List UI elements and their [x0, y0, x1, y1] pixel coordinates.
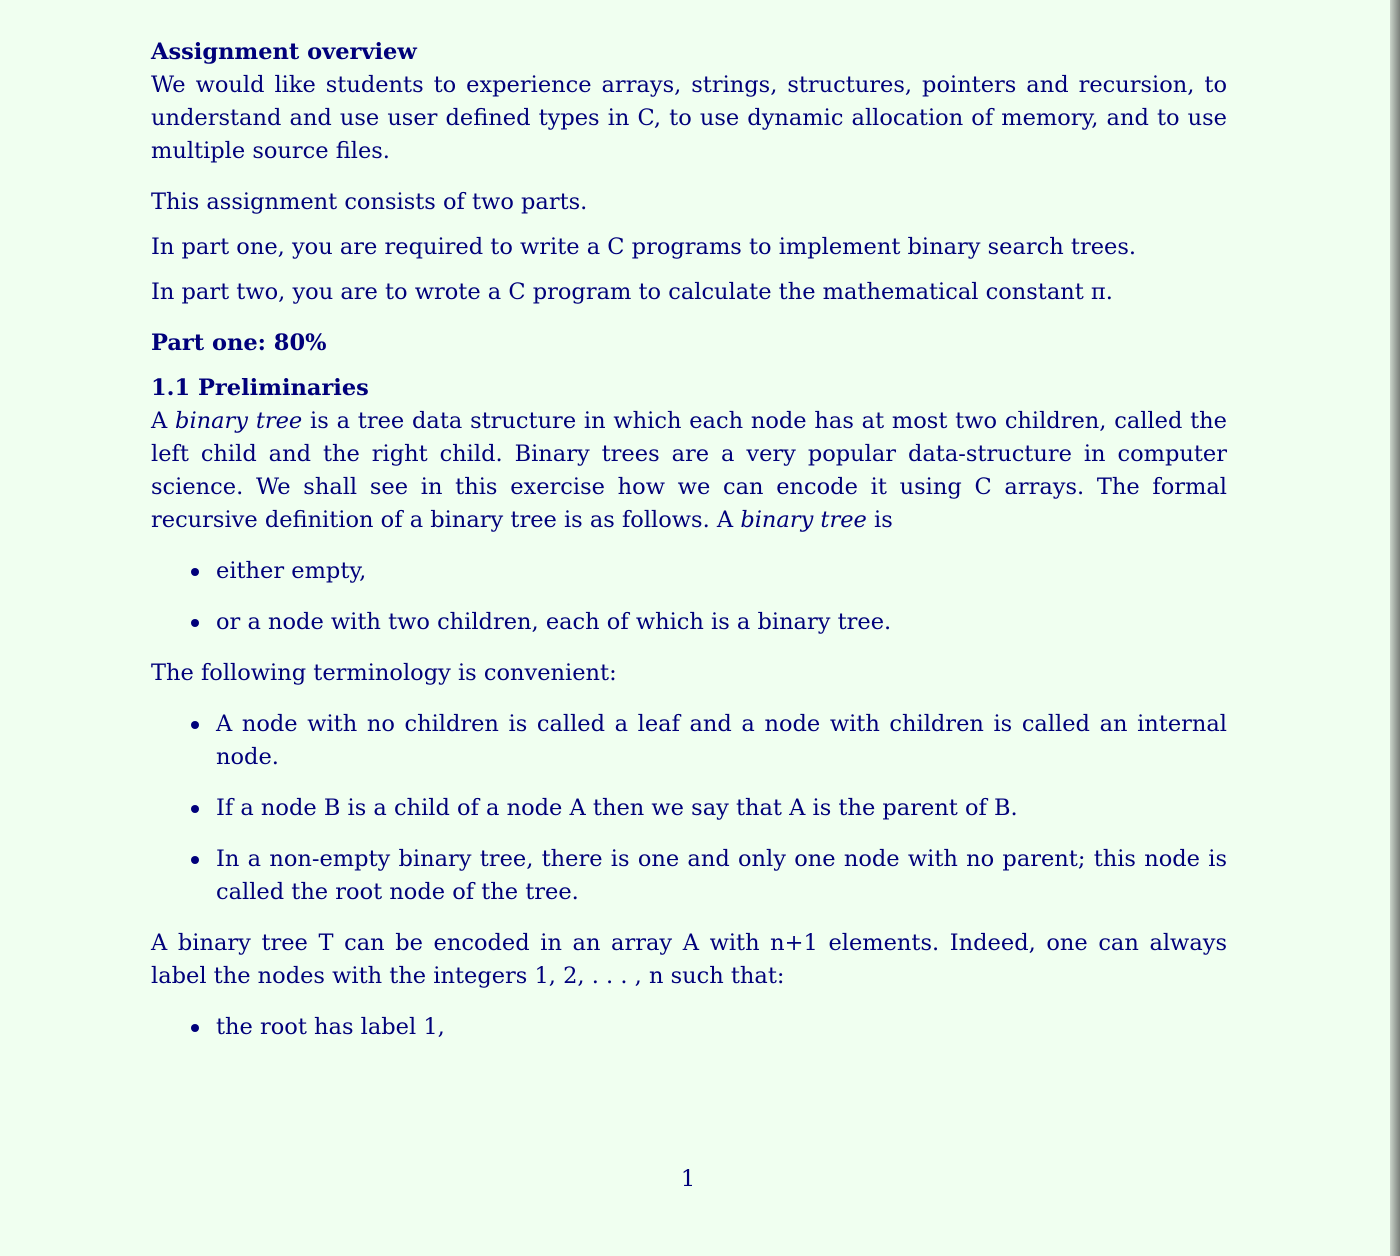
- list-item: or a node with two children, each of which is a binary tree.: [151, 606, 1227, 639]
- overview-parts-paragraph: This assignment consists of two parts.: [151, 189, 588, 215]
- definition-list: [151, 555, 1227, 639]
- terminology-list: [151, 708, 1227, 909]
- page-number: 1: [680, 1166, 696, 1192]
- labeling-list: [151, 1011, 1227, 1044]
- intro-text-c: is: [866, 507, 893, 533]
- binary-tree-intro-paragraph: [151, 405, 1227, 537]
- overview-part-two-paragraph: In part two, you are to wrote a C program to calculate the mathematical constant π.: [151, 279, 1113, 305]
- intro-text-b: is a tree data structure in which each node has at most two children, called the left child and the right child. Binary trees are a very popular data-structure in computer science. We shall see in this exercise how we can encode it using C arrays. The formal recursive definition of a binary tree is as follows. A: [151, 408, 1227, 533]
- overview-paragraph: We would like students to experience arrays, strings, structures, pointers and recursion, to understand and use user defined types in C, to use dynamic allocation of memory, and to use multiple source files.: [151, 72, 1227, 164]
- section-heading-part-one: Part one: 80%: [151, 330, 327, 356]
- binary-tree-term: binary tree: [175, 408, 303, 434]
- scrollbar-edge[interactable]: [1390, 0, 1400, 1256]
- list-item: In a non-empty binary tree, there is one and only one node with no parent; this node is called the root node of the tree.: [151, 843, 1227, 909]
- terminology-intro-paragraph: The following terminology is convenient:: [151, 660, 617, 686]
- list-item: If a node B is a child of a node A then we say that A is the parent of B.: [151, 792, 1227, 825]
- binary-tree-term: binary tree: [740, 507, 867, 533]
- list-item: the root has label 1,: [151, 1011, 1227, 1044]
- document-page: [151, 36, 1227, 1044]
- section-heading-overview: Assignment overview: [151, 39, 417, 65]
- intro-text-a: A: [151, 408, 176, 434]
- list-item: A node with no children is called a leaf and a node with children is called an internal node.: [151, 708, 1227, 774]
- subsection-heading-preliminaries: 1.1 Preliminaries: [151, 375, 369, 401]
- overview-part-one-paragraph: In part one, you are required to write a C programs to implement binary search trees.: [151, 234, 1137, 260]
- encoding-intro-paragraph: A binary tree T can be encoded in an array A with n+1 elements. Indeed, one can always label the nodes with the integers 1, 2, . . . , n such that:: [151, 930, 1227, 989]
- list-item: either empty,: [151, 555, 1227, 588]
